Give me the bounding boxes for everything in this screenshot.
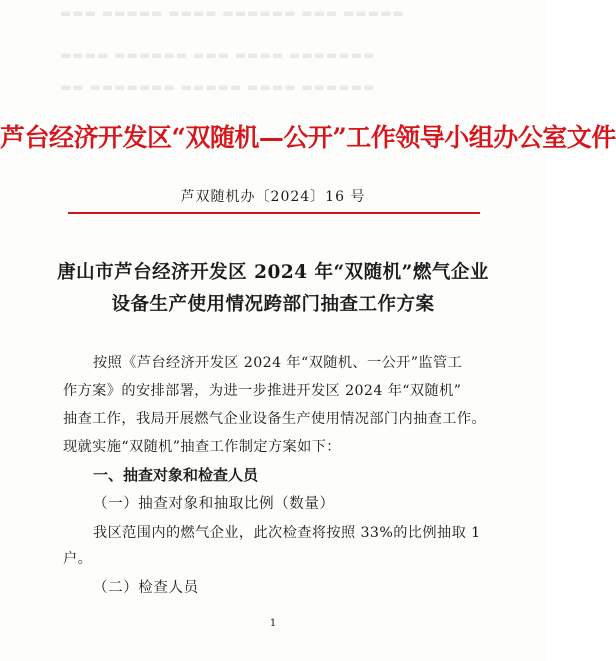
intro-paragraph-line-1: 按照《芦台经济开发区 2024 年“双随机、一公开”监管工	[93, 355, 463, 371]
bleed-through-decoration: ▬▬ ▬▬▬▬▬▬▬ ▬▬▬▬▬ ▬▬▬▬ ▬▬▬▬▬▬	[60, 80, 376, 94]
red-divider-line	[68, 212, 480, 214]
subsection-1-line-2: 户。	[63, 551, 93, 567]
subsection-1-heading: （一）抽查对象和抽取比例（数量）	[93, 496, 335, 512]
section-1-heading: 一、抽查对象和检查人员	[93, 466, 259, 484]
bleed-through-decoration: ▬▬▬ ▬▬▬▬▬ ▬▬▬▬ ▬▬▬▬▬▬ ▬▬▬ ▬▬▬▬▬	[60, 6, 405, 20]
subsection-1-line-1: 我区范围内的燃气企业，此次检查将按照 33%的比例抽取 1	[93, 525, 481, 541]
document-title-line-1: 唐山市芦台经济开发区 2024 年“双随机”燃气企业	[57, 262, 489, 283]
bleed-through-decoration: ▬▬▬▬ ▬▬▬▬▬▬ ▬▬▬ ▬▬▬▬ ▬▬▬▬▬▬▬	[60, 48, 376, 62]
document-title-line-2: 设备生产使用情况跨部门抽查工作方案	[111, 294, 435, 315]
document-number: 芦双随机办〔2024〕16 号	[180, 189, 366, 205]
subsection-2-heading: （二）检查人员	[93, 580, 199, 596]
issuer-header: 芦台经济开发区“双随机—公开”工作领导小组办公室文件	[0, 123, 616, 152]
intro-paragraph-line-4: 现就实施“双随机”抽查工作制定方案如下：	[63, 439, 341, 455]
page-number: 1	[269, 618, 277, 629]
intro-paragraph-line-2: 作方案》的安排部署，为进一步推进开发区 2024 年“双随机”	[63, 383, 462, 399]
intro-paragraph-line-3: 抽查工作，我局开展燃气企业设备生产使用情况部门内抽查工作。	[63, 411, 487, 427]
